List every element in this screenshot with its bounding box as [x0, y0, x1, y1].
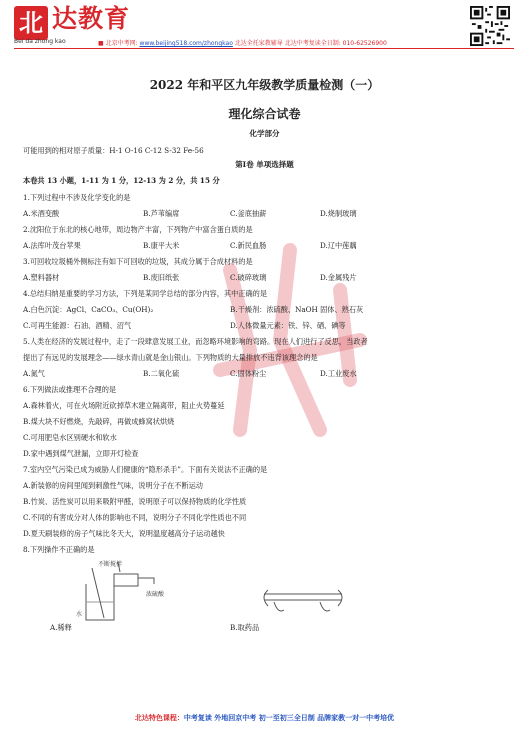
brand-name: 达教育	[52, 4, 131, 33]
question-3: 3.可回收垃圾桶外侧标注有如下可回收的垃圾，其成分属于合成材料的是	[23, 257, 253, 266]
q7-option-a: A.新装修的房间里闻到刺激性气味，说明分子在不断运动	[23, 481, 203, 490]
q5-option-a: A.氮气	[23, 369, 45, 378]
footer-items: 中考复读 外地回京中考 初一至初三全日制 品牌家教一对一中考培优	[183, 714, 395, 722]
instructions: 本卷共 13 小题，1-11 为 1 分，12-13 为 2 分，共 15 分	[23, 176, 220, 185]
footer-label: 北达特色课程：	[134, 714, 184, 722]
q5-option-b: B.二氧化硫	[143, 369, 180, 378]
q4-option-a: A.白色沉淀：AgCl、CaCO₃、Cu(OH)₂	[23, 305, 154, 314]
q6-option-c: C.可用肥皂水区别硬水和软水	[23, 433, 117, 442]
q7-option-b: B.竹炭、活性炭可以用来吸附甲醛，说明原子可以保持物质的化学性质	[23, 497, 247, 506]
stir-label: 不断搅拌	[98, 561, 123, 568]
question-5-line-1: 5.人类在经济的发展过程中，走了一段肆意发展工业，而忽略环境影响的弯路。现在人们进行了反思，当政者	[23, 337, 368, 346]
q5-option-d: D.工业废水	[320, 369, 357, 378]
header-divider	[14, 48, 514, 49]
q1-option-a: A.米酒变酸	[23, 209, 60, 218]
q6-option-d: D.家中遇到煤气泄漏，立即开灯检查	[23, 449, 139, 458]
q1-option-c: C.釜底抽薪	[230, 209, 267, 218]
qr-code-icon	[470, 6, 510, 46]
website-link[interactable]: www.beijing518.com/zhongkao	[139, 40, 233, 47]
q1-option-d: D.烧制玻璃	[320, 209, 357, 218]
q4-option-c: C.可再生能源：石油、酒精、沼气	[23, 321, 132, 330]
q7-option-c: C.不同的有害成分对人体的影响也不同，说明分子不同化学性质也不同	[23, 513, 247, 522]
q1-option-b: B.芦苇编席	[143, 209, 180, 218]
footer-banner	[0, 713, 529, 723]
reagent-diagram	[254, 580, 349, 620]
brand-pinyin: Bei da zhong kao	[14, 38, 66, 45]
q8-option-b: B.取药品	[230, 623, 260, 632]
section-heading: 第Ⅰ卷 单项选择题	[235, 160, 294, 169]
header-info	[98, 38, 387, 47]
q2-option-c: C.新民血肠	[230, 241, 267, 250]
question-5-line-2: 提出了有远见的发展理念——绿水青山就是金山银山。下列物质的大量排放不违背该理念的是	[23, 353, 318, 362]
q2-option-a: A.法库叶茂台苹果	[23, 241, 81, 250]
question-1: 1.下列过程中不涉及化学变化的是	[23, 193, 131, 202]
q3-option-a: A.塑料器材	[23, 273, 60, 282]
q6-option-b: B.煤大块不好燃烧，先敲碎，再做成蜂窝状烘烧	[23, 417, 175, 426]
atomic-masses: 可能用到的相对原子质量：H-1 O-16 C-12 S-32 Fe-56	[23, 146, 204, 155]
q8-option-a: A.稀释	[50, 623, 72, 632]
question-4: 4.总结归纳是重要的学习方法，下列是某同学总结的部分内容，其中正确的是	[23, 289, 268, 298]
question-7: 7.室内空气污染已成为威胁人们健康的“隐形杀手”。下面有关说法不正确的是	[23, 465, 268, 474]
header-line2: 北达全托家教辅导 北达中考复读全日制: 010-62526900	[234, 40, 387, 47]
q2-option-d: D.辽中莲藕	[320, 241, 357, 250]
water-label: 水	[76, 611, 83, 618]
q5-option-c: C.固体粉尘	[230, 369, 267, 378]
q3-option-c: C.破碎玻璃	[230, 273, 267, 282]
exam-subtitle: 理化综合试卷	[228, 107, 301, 121]
acid-label: 浓硫酸	[146, 591, 165, 598]
q2-option-b: B.康平大米	[143, 241, 180, 250]
question-8: 8.下列操作不正确的是	[23, 545, 95, 554]
part-heading: 化学部分	[249, 129, 280, 138]
dilution-diagram	[74, 560, 184, 622]
exam-title: 2022 年和平区九年级教学质量检测（一）	[149, 78, 380, 92]
q3-option-d: D.金属残片	[320, 273, 357, 282]
q3-option-b: B.废旧纸张	[143, 273, 180, 282]
q7-option-d: D.夏天刷装修的房子气味比冬天大，说明温度越高分子运动越快	[23, 529, 225, 538]
header-line1: ■ 北京中考网:	[98, 40, 138, 47]
q4-option-b: B.干燥剂：浓硫酸、NaOH 固体、熟石灰	[230, 305, 364, 314]
brand-logo	[14, 6, 48, 40]
q4-option-d: D.人体微量元素：铁、锌、硒、碘等	[230, 321, 346, 330]
question-6: 6.下列做法或推理不合理的是	[23, 385, 117, 394]
question-2: 2.沈阳位于东北的核心地带，周边物产丰富，下列物产中富含蛋白质的是	[23, 225, 253, 234]
logo-char: 北	[19, 9, 43, 37]
q6-option-a: A.森林着火，可在火场附近砍掉草木建立隔离带，阻止火势蔓延	[23, 401, 225, 410]
